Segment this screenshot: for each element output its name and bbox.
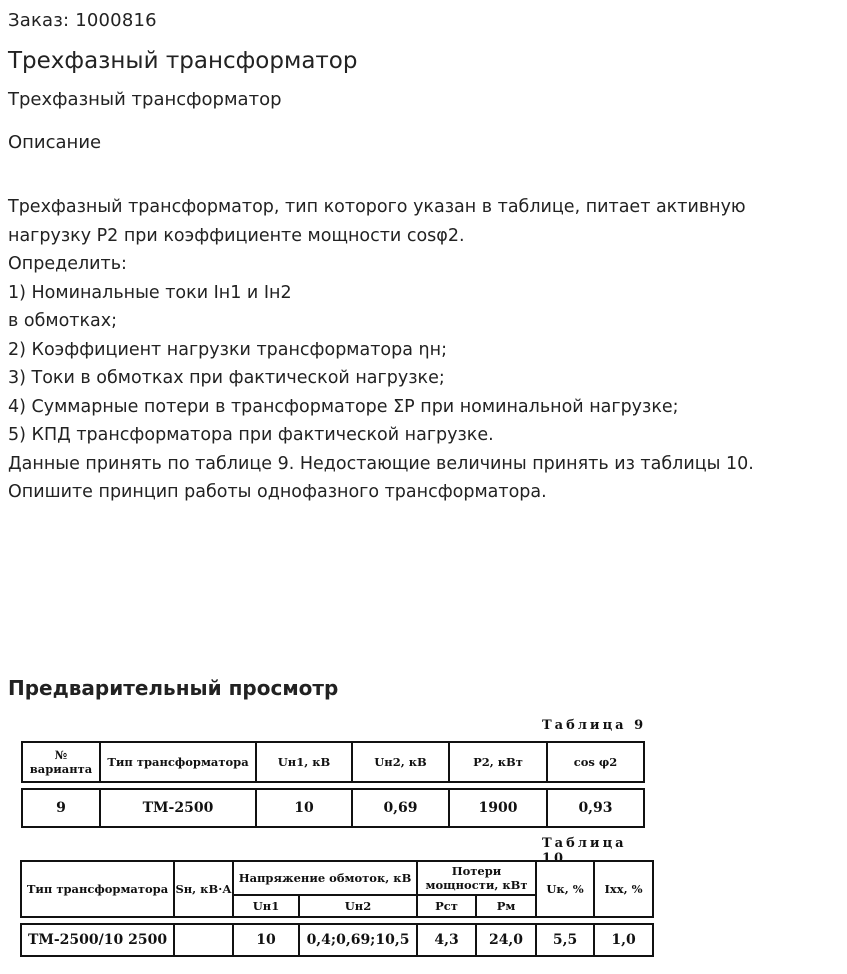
table10-header-cell: Тип трансформатора xyxy=(21,861,174,917)
table10-header-cell: Uк, % xyxy=(536,861,594,917)
table9-header-cell: Uн1, кВ xyxy=(256,742,352,782)
table10-cell: 4,3 xyxy=(417,924,476,956)
description-line: в обмотках; xyxy=(8,311,118,331)
table-row xyxy=(22,789,644,827)
table9-cell: 10 xyxy=(256,789,352,827)
table9-header-cell: № варианта xyxy=(22,742,100,782)
table9-cell: 0,69 xyxy=(352,789,449,827)
page-title: Трехфазный трансформатор xyxy=(8,48,358,74)
table-row xyxy=(21,924,653,956)
description-line: Трехфазный трансформатор, тип которого указан в таблице, питает активную xyxy=(8,197,746,217)
description-line: Данные принять по таблице 9. Недостающие величины принять из таблицы 10. xyxy=(8,453,754,474)
table9-caption: Таблица 9 xyxy=(542,718,647,733)
table9-header-cell: cos φ2 xyxy=(547,742,644,782)
page-subtitle: Трехфазный трансформатор xyxy=(8,89,282,110)
table10-header-cell: Pм xyxy=(476,895,536,917)
table9-cell: 9 xyxy=(22,789,100,827)
description-heading: Описание xyxy=(8,132,102,153)
preview-heading: Предварительный просмотр xyxy=(8,676,339,700)
table9 xyxy=(21,741,645,828)
table9-cell: 1900 xyxy=(449,789,547,827)
description-line: Определить: xyxy=(8,254,127,274)
description-text xyxy=(8,193,843,507)
description-line: 1) Номинальные токи Iн1 и Iн2 xyxy=(8,282,292,303)
table10-header-cell: Uн2 xyxy=(299,895,417,917)
table10 xyxy=(20,860,654,957)
table10-cell: 24,0 xyxy=(476,924,536,956)
description-line: нагрузку Р2 при коэффициенте мощности cosφ2. xyxy=(8,225,465,246)
table9-header-cell: Uн2, кВ xyxy=(352,742,449,782)
table10-cell: 0,4;0,69;10,5 xyxy=(299,924,417,956)
table10-header-cell: Uн1 xyxy=(233,895,299,917)
table9-cell: ТМ-2500 xyxy=(100,789,256,827)
table10-header-cell: Pст xyxy=(417,895,476,917)
table10-header-cell: Напряжение обмоток, кВ xyxy=(233,861,417,895)
preview-scan-image xyxy=(18,714,658,974)
table9-header-cell: P2, кВт xyxy=(449,742,547,782)
table10-header-cell: Потери мощности, кВт xyxy=(417,861,536,895)
description-line: Опишите принцип работы однофазного трансформатора. xyxy=(8,482,547,502)
table10-header-cell: Iхх, % xyxy=(594,861,653,917)
table9-header-cell: Тип трансформатора xyxy=(100,742,256,782)
table10-cell: 10 xyxy=(233,924,299,956)
table10-header-cell: Sн, кВ·А xyxy=(174,861,233,917)
order-number: Заказ: 1000816 xyxy=(8,10,157,31)
table10-cell xyxy=(174,924,233,956)
description-line: 4) Суммарные потери в трансформаторе ΣР при номинальной нагрузке; xyxy=(8,396,679,417)
table10-cell: ТМ-2500/10 2500 xyxy=(21,924,174,956)
description-line: 3) Токи в обмотках при фактической нагрузке; xyxy=(8,368,445,388)
table10-caption: Таблица 10 xyxy=(542,836,627,866)
description-line: 2) Коэффициент нагрузки трансформатора ηн; xyxy=(8,339,447,360)
table10-cell: 1,0 xyxy=(594,924,653,956)
table9-cell: 0,93 xyxy=(547,789,644,827)
table10-cell: 5,5 xyxy=(536,924,594,956)
description-line: 5) КПД трансформатора при фактической нагрузке. xyxy=(8,425,494,445)
